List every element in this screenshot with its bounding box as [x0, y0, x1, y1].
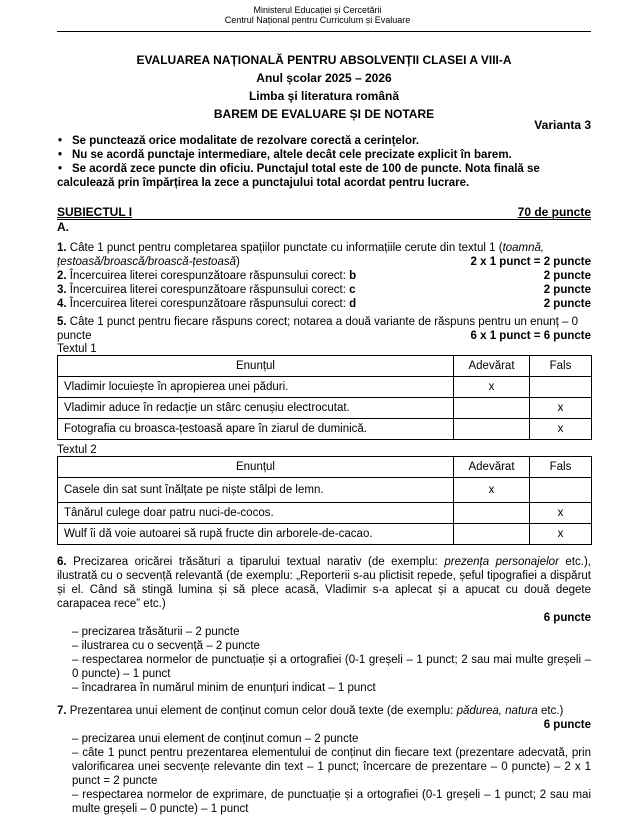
criterion-item: – respectarea normelor de exprimare, de punctuație și a ortografiei (0-1 greșeli – 1 punct; 2 sau mai multe greșeli – 0 puncte) – 1 punct	[72, 789, 591, 815]
school-year: Anul școlar 2025 – 2026	[256, 71, 392, 85]
statement-cell: Vladimir aduce în redacție un stârc cenușiu electrocutat.	[58, 398, 454, 419]
col-header-true: Adevărat	[454, 457, 530, 478]
true-mark	[454, 419, 530, 440]
question-6	[57, 555, 591, 695]
answer-text: toamnă,	[502, 242, 545, 254]
true-mark	[454, 398, 530, 419]
false-mark	[530, 478, 592, 503]
question-number: 5.	[57, 316, 67, 328]
statement-cell: Vladimir locuiește în apropierea unei păduri.	[58, 377, 454, 398]
question-example: prezența personajelor	[444, 556, 559, 568]
bullet-icon: •	[58, 149, 63, 161]
subject-row	[57, 205, 591, 220]
criterion-item: – precizarea unui element de conținut comun – 2 puncte	[72, 733, 359, 745]
true-mark: x	[454, 377, 530, 398]
document-title	[57, 51, 591, 123]
rule-text: Se acordă zece puncte din oficiu. Punctajul total este de 100 de puncte. Nota finală se	[72, 163, 540, 175]
table-row	[58, 478, 592, 503]
criterion-item: – respectarea normelor de punctuație și a ortografiei (0-1 greșeli – 1 punct; 2 sau mai multe greșeli – 0 puncte) – 1 punct	[72, 654, 591, 680]
part-label: A.	[57, 220, 69, 234]
question-points: 2 puncte	[543, 298, 591, 310]
subject-header	[57, 205, 591, 234]
question-points: 6 puncte	[543, 612, 591, 624]
question-text-cont: puncte	[57, 330, 92, 342]
document-header	[0, 0, 635, 25]
criterion-item: – încadrarea în numărul minim de enunțuri indicat – 1 punct	[72, 682, 376, 694]
table-row	[58, 398, 592, 419]
table-text-2	[57, 456, 592, 545]
scheme-title: BAREM DE EVALUARE ȘI DE NOTARE	[213, 107, 435, 121]
question-text-cont: etc.)	[537, 705, 564, 717]
false-mark: x	[530, 419, 592, 440]
correct-answer: b	[349, 270, 357, 282]
false-mark: x	[530, 524, 592, 545]
variant-label: Varianta 3	[534, 118, 591, 132]
statement-cell: Casele din sat sunt înălțate pe niște stâlpi de lemn.	[58, 478, 454, 503]
criterion-item: – precizarea trăsăturii – 2 puncte	[72, 626, 240, 638]
table-row	[58, 419, 592, 440]
rule-continuation: calculează prin împărțirea la zece a punctajului total acordat pentru lucrare.	[57, 177, 470, 189]
general-rules	[57, 134, 591, 190]
col-header-false: Fals	[530, 356, 592, 377]
rule-item	[57, 134, 591, 148]
true-mark	[454, 524, 530, 545]
bullet-icon: •	[58, 163, 63, 175]
rule-text: Nu se acordă punctaje intermediare, altele decât cele precizate explicit în barem.	[72, 149, 512, 161]
question-5	[57, 315, 591, 343]
question-text: Încercuirea literei corespunzătoare răspunsului corect:	[69, 298, 350, 310]
question-text: Câte 1 punct pentru fiecare răspuns corect; notarea a două variante de răspuns pentru un enunț – 0	[69, 316, 579, 328]
table-row	[58, 377, 592, 398]
table-text-1	[57, 355, 592, 440]
rule-text: Se punctează orice modalitate de rezolvare corectă a cerințelor.	[72, 135, 420, 147]
question-points: 2 puncte	[543, 270, 591, 282]
question-points: 2 x 1 punct = 2 puncte	[470, 256, 591, 268]
question-example: pădurea, natura	[456, 705, 538, 717]
bullet-icon: •	[58, 135, 63, 147]
question-number: 4.	[57, 298, 67, 310]
col-header-true: Adevărat	[454, 356, 530, 377]
question-2	[57, 269, 591, 283]
rule-item	[57, 148, 591, 162]
criterion-item: – ilustrarea cu o secvență – 2 puncte	[72, 640, 260, 652]
table-1-label: Textul 1	[57, 343, 97, 355]
question-3	[57, 283, 591, 297]
exam-title: EVALUAREA NAȚIONALĂ PENTRU ABSOLVENȚII CLASEI A VIII-A	[136, 53, 512, 67]
answer-text-2: țestoasă/broască/broască-țestoasă	[57, 256, 236, 268]
question-number: 2.	[57, 270, 67, 282]
question-text: Încercuirea literei corespunzătoare răspunsului corect:	[69, 284, 350, 296]
table-row	[58, 524, 592, 545]
correct-answer: d	[349, 298, 357, 310]
statement-cell: Fotografia cu broasca-țestoasă apare în ziarul de duminică.	[58, 419, 454, 440]
statement-cell: Tânărul culege doar patru nuci-de-cocos.	[58, 503, 454, 524]
question-1	[57, 241, 591, 269]
question-points: 2 puncte	[543, 284, 591, 296]
table-2-label: Textul 2	[57, 444, 97, 456]
criterion-item: – câte 1 punct pentru prezentarea elementului de conținut din fiecare text (prezentare adecvată, prin valorificarea unei secvențe relevante din text – 1 punct; încercare de prezentare – 0 puncte) – 2 x 1 punct = 2 puncte	[72, 747, 591, 787]
answer-close: )	[236, 256, 240, 268]
correct-answer: c	[349, 284, 356, 296]
table-row	[58, 503, 592, 524]
question-number: 1.	[57, 242, 67, 254]
col-header-false: Fals	[530, 457, 592, 478]
statement-cell: Wulf îi dă voie autoarei să rupă fructe din arborele-de-cacao.	[58, 524, 454, 545]
center-name: Centrul Național pentru Curriculum și Evaluare	[224, 15, 411, 25]
true-mark: x	[454, 478, 530, 503]
question-number: 3.	[57, 284, 67, 296]
subject-points: 70 de puncte	[517, 205, 591, 219]
col-header-statement: Enunțul	[58, 457, 454, 478]
header-divider	[57, 31, 591, 32]
question-text: Precizarea oricărei trăsături a tiparului textual narativ (de exemplu:	[73, 556, 445, 568]
question-number: 6.	[57, 556, 67, 568]
question-points: 6 puncte	[543, 719, 591, 731]
col-header-statement: Enunțul	[58, 356, 454, 377]
question-7	[57, 704, 591, 816]
question-text: Încercuirea literei corespunzătoare răspunsului corect:	[69, 270, 350, 282]
subject-name: SUBIECTUL I	[57, 205, 133, 219]
true-mark	[454, 503, 530, 524]
question-number: 7.	[57, 705, 67, 717]
question-points: 6 x 1 punct = 6 puncte	[470, 330, 591, 342]
scoring-content	[57, 241, 591, 816]
false-mark: x	[530, 503, 592, 524]
rule-item	[57, 162, 591, 176]
question-text: Prezentarea unui element de conținut comun celor două texte (de exemplu:	[69, 705, 457, 717]
ministry-name: Ministerul Educației și Cercetării	[253, 5, 382, 15]
subject-title: Limba şi literatura română	[248, 89, 400, 103]
question-text: Câte 1 punct pentru completarea spațiilor punctate cu informațiile cerute din textul 1 (	[69, 242, 503, 254]
question-4	[57, 297, 591, 311]
question-text-cont: etc.), ilustrată cu o secvență relevantă (de exemplu: „Reporterii s-au plictisit repede, șeful tipografiei a dispărut și el. Când să stingă lumina și să plece acasă, Vladimir s-a aplecat și a apucat cu două degete carapacea rece” etc.)	[57, 556, 591, 610]
false-mark: x	[530, 398, 592, 419]
false-mark	[530, 377, 592, 398]
